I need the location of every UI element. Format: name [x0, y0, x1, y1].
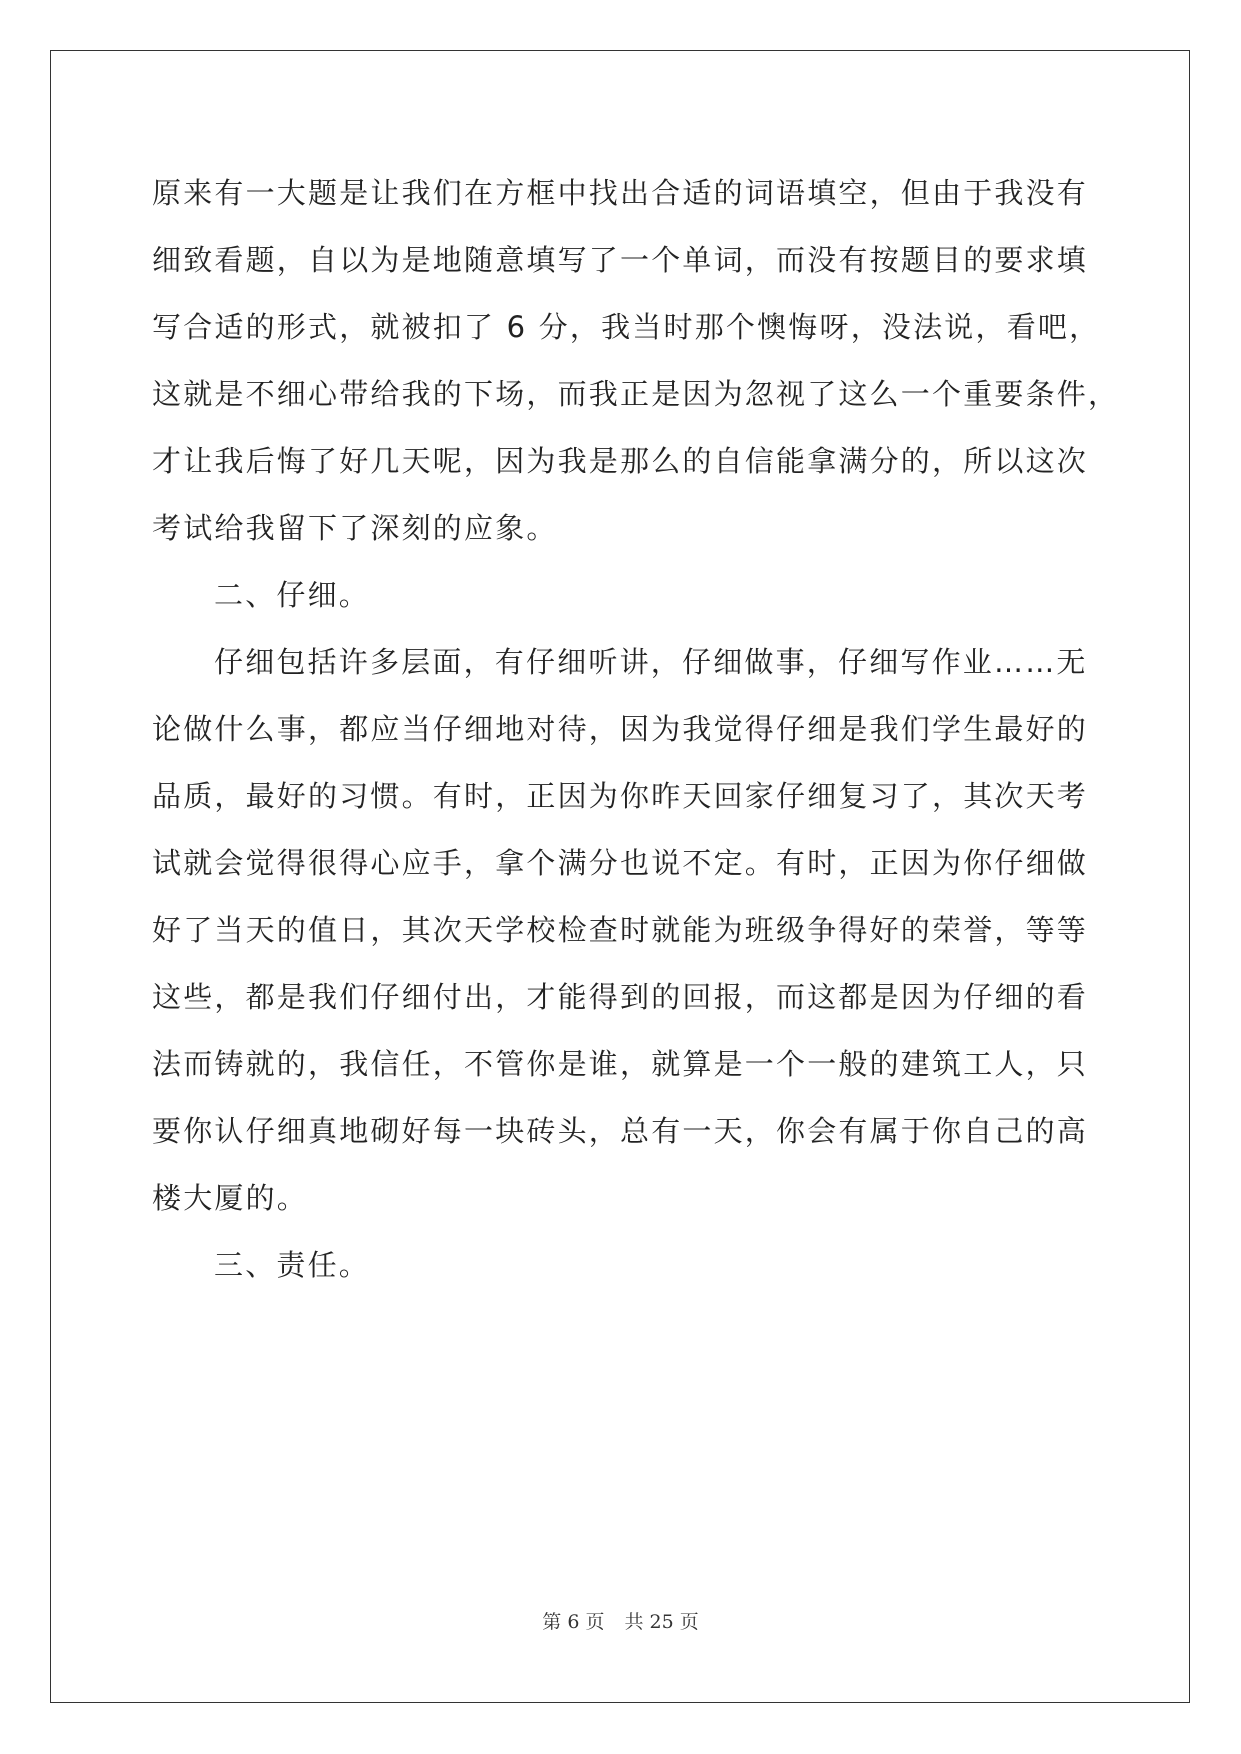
document-body — [152, 160, 1120, 1299]
text-line: 才让我后悔了好几天呢，因为我是那么的自信能拿满分的，所以这次 — [152, 444, 1089, 478]
text-line: 试就会觉得很得心应手，拿个满分也说不定。有时，正因为你仔细做 — [152, 846, 1089, 880]
text-line: 楼大厦的。 — [152, 1181, 309, 1215]
page-footer — [0, 1607, 1241, 1634]
text-line: 写合适的形式，就被扣了 6 分，我当时那个懊悔呀，没法说，看吧， — [152, 310, 1101, 344]
section-heading-2: 二、仔细。 — [214, 578, 371, 612]
section-heading-3: 三、责任。 — [214, 1248, 371, 1282]
text-line: 这就是不细心带给我的下场，而我正是因为忽视了这么一个重要条件， — [152, 377, 1120, 411]
paragraph-start: 仔细包括许多层面，有仔细听讲，仔细做事，仔细写作业……无 — [214, 645, 1088, 679]
text-line: 品质，最好的习惯。有时，正因为你昨天回家仔细复习了，其次天考 — [152, 779, 1089, 813]
text-line: 论做什么事，都应当仔细地对待，因为我觉得仔细是我们学生最好的 — [152, 712, 1089, 746]
text-line: 法而铸就的，我信任，不管你是谁，就算是一个一般的建筑工人，只 — [152, 1047, 1089, 1081]
text-line: 细致看题，自以为是地随意填写了一个单词，而没有按题目的要求填 — [152, 243, 1089, 277]
page-number-current: 第 6 页 — [542, 1611, 605, 1633]
text-line: 这些，都是我们仔细付出，才能得到的回报，而这都是因为仔细的看 — [152, 980, 1089, 1014]
text-line: 要你认仔细真地砌好每一块砖头，总有一天，你会有属于你自己的高 — [152, 1114, 1089, 1148]
text-line: 好了当天的值日，其次天学校检查时就能为班级争得好的荣誉，等等 — [152, 913, 1089, 947]
text-line: 考试给我留下了深刻的应象。 — [152, 511, 558, 545]
page-number-total: 共 25 页 — [624, 1611, 699, 1633]
text-line: 原来有一大题是让我们在方框中找出合适的词语填空，但由于我没有 — [152, 176, 1089, 210]
